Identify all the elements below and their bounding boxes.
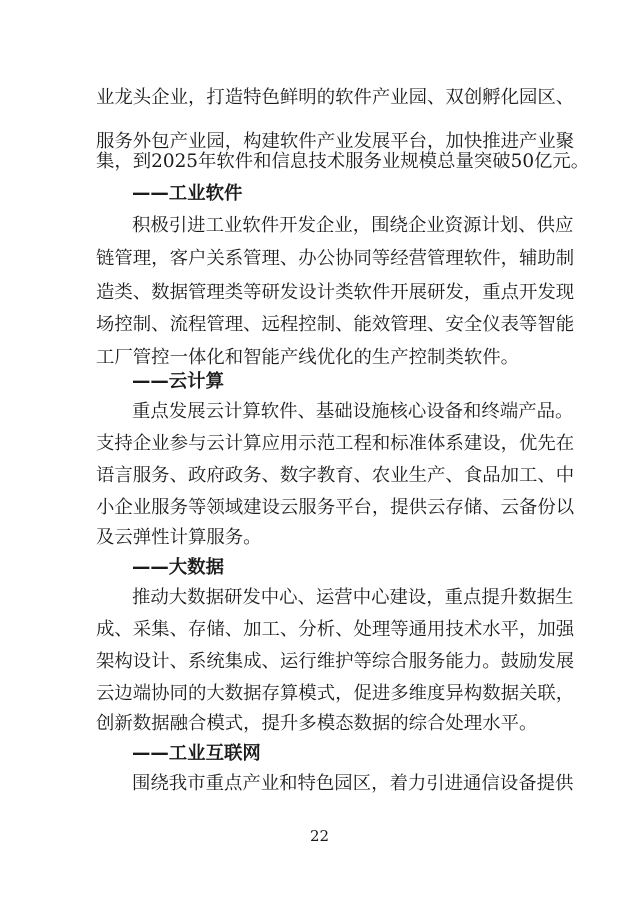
paragraph-line: 语言服务、政府政务、数字教育、农业生产、食品加工、中 (96, 465, 575, 486)
paragraph-line: 链管理，客户关系管理、办公协同等经营管理软件，辅助制 (96, 248, 575, 269)
paragraph-line: 支持企业参与云计算应用示范工程和标准体系建设，优先在 (96, 433, 575, 454)
paragraph-line: 架构设计、系统集成、运行维护等综合服务能力。鼓励发展 (96, 651, 575, 672)
section-heading-industrial-software: ——工业软件 (132, 183, 243, 204)
paragraph-line: 积极引进工业软件开发企业，围绕企业资源计划、供应 (132, 215, 574, 236)
section-heading-industrial-internet: ——工业互联网 (132, 743, 261, 764)
intro-line-3: 集，到2025年软件和信息技术服务业规模总量突破50亿元。 (96, 151, 590, 172)
intro-line-1: 业龙头企业，打造特色鲜明的软件产业园、双创孵化园区、 (96, 87, 575, 108)
paragraph-line: 及云弹性计算服务。 (96, 527, 262, 548)
paragraph-line: 造类、数据管理类等研发设计类软件开展研发，重点开发现 (96, 282, 575, 303)
paragraph-line: 重点发展云计算软件、基础设施核心设备和终端产品。 (132, 401, 574, 422)
paragraph-line: 围绕我市重点产业和特色园区，着力引进通信设备提供 (132, 773, 574, 794)
intro-line-2: 服务外包产业园，构建软件产业发展平台，加快推进产业聚 (96, 131, 575, 152)
paragraph-line: 云边端协同的大数据存算模式，促进多维度异构数据关联， (96, 683, 575, 704)
paragraph-line: 推动大数据研发中心、运营中心建设，重点提升数据生 (132, 587, 574, 608)
page-number: 22 (309, 827, 330, 845)
paragraph-line: 小企业服务等领域建设云服务平台，提供云存储、云备份以 (96, 497, 575, 518)
paragraph-line: 工厂管控一体化和智能产线优化的生产控制类软件。 (96, 347, 519, 368)
section-heading-cloud-computing: ——云计算 (132, 371, 224, 392)
paragraph-line: 场控制、流程管理、远程控制、能效管理、安全仪表等智能 (96, 314, 575, 335)
paragraph-line: 成、采集、存储、加工、分析、处理等通用技术水平，加强 (96, 619, 575, 640)
paragraph-line: 创新数据融合模式，提升多模态数据的综合处理水平。 (96, 713, 538, 734)
section-heading-big-data: ——大数据 (132, 557, 224, 578)
